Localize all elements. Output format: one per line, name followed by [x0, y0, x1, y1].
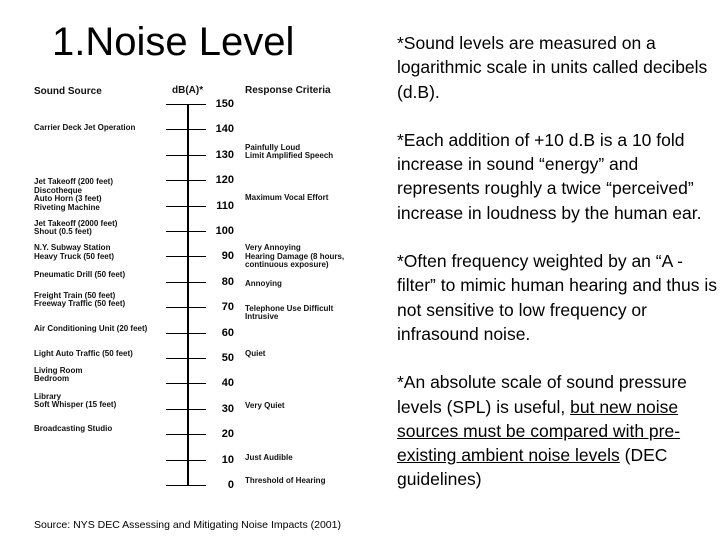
- source-label: Auto Horn (3 feet): [34, 194, 102, 203]
- source-label: Library: [34, 392, 62, 401]
- tick-label: 90: [221, 250, 234, 263]
- response-label: Intrusive: [245, 312, 279, 321]
- tick-mark: [166, 333, 206, 334]
- response-label: Maximum Vocal Effort: [245, 193, 329, 202]
- note-a-filter: *Often frequency weighted by an “A -filter” to mimic human hearing and thus is not sensitive to low frequency or infrasound noise.: [397, 251, 717, 344]
- note-absolute-scale: [397, 370, 717, 491]
- tick-mark: [166, 129, 206, 130]
- source-label: Carrier Deck Jet Operation: [34, 123, 136, 132]
- note-energy: *Each addition of +10 d.B is a 10 fold increase in sound “energy” and represents roughly a twice “perceived” increase in loudness by the human ear.: [397, 129, 702, 223]
- tick-mark: [166, 180, 206, 181]
- tick-label: 140: [215, 123, 234, 136]
- tick-mark: [166, 256, 206, 257]
- tick-label: 130: [215, 148, 234, 161]
- source-label: Light Auto Traffic (50 feet): [34, 349, 133, 358]
- note-text: (DEC guidelines): [397, 445, 668, 490]
- tick-label: 60: [221, 326, 234, 339]
- tick-label: 0: [227, 479, 234, 491]
- tick-mark: [166, 383, 206, 384]
- tick-label: 10: [221, 453, 234, 466]
- source-label: Jet Takeoff (2000 feet): [34, 219, 118, 228]
- tick-mark: [166, 307, 206, 308]
- response-label: Limit Amplified Speech: [245, 151, 334, 160]
- tick-mark: [166, 409, 206, 410]
- source-label: Shout (0.5 feet): [34, 227, 92, 236]
- response-label: Quiet: [245, 349, 266, 358]
- source-label: Freight Train (50 feet): [34, 291, 116, 300]
- header-db: dB(A)*: [172, 85, 204, 96]
- source-label: Discotheque: [34, 186, 83, 195]
- tick-mark: [166, 231, 206, 232]
- source-label: Broadcasting Studio: [34, 424, 113, 433]
- response-label: Threshold of Hearing: [245, 476, 326, 485]
- source-label: Air Conditioning Unit (20 feet): [34, 324, 148, 333]
- header-response: Response Criteria: [245, 85, 331, 96]
- response-label: Very Quiet: [245, 401, 285, 410]
- source-label: Pneumatic Drill (50 feet): [34, 270, 126, 279]
- response-label: Hearing Damage (8 hours,: [245, 252, 345, 261]
- source-label: Living Room: [34, 366, 83, 375]
- tick-mark: [166, 485, 206, 486]
- response-label: Just Audible: [245, 453, 293, 462]
- notes: [397, 31, 717, 516]
- tick-label: 30: [221, 402, 234, 415]
- source-label: N.Y. Subway Station: [34, 243, 111, 252]
- tick-mark: [166, 104, 206, 105]
- header-sound-source: Sound Source: [34, 86, 102, 97]
- source-citation: Source: NYS DEC Assessing and Mitigating Noise Impacts (2001): [34, 519, 341, 531]
- tick-label: 40: [221, 377, 234, 390]
- noise-level-figure: [0, 0, 380, 500]
- tick-label: 70: [221, 301, 234, 314]
- tick-label: 80: [221, 275, 234, 288]
- tick-label: 150: [215, 98, 234, 110]
- source-label: Freeway Traffic (50 feet): [34, 299, 126, 308]
- tick-mark: [166, 358, 206, 359]
- response-label: continuous exposure): [245, 260, 329, 269]
- tick-mark: [166, 206, 206, 207]
- db-axis: [187, 104, 189, 486]
- source-label: Jet Takeoff (200 feet): [34, 177, 113, 186]
- tick-label: 100: [215, 225, 234, 237]
- response-label: Telephone Use Difficult: [245, 304, 334, 313]
- source-label: Heavy Truck (50 feet): [34, 252, 115, 261]
- tick-label: 120: [215, 174, 234, 187]
- response-label: Annoying: [245, 279, 282, 288]
- tick-mark: [166, 155, 206, 156]
- source-label: Soft Whisper (15 feet): [34, 400, 117, 409]
- tick-label: 110: [216, 199, 234, 212]
- response-label: Very Annoying: [245, 243, 301, 252]
- note-logarithmic: *Sound levels are measured on a logarithmic scale in units called decibels (d.B).: [397, 33, 708, 102]
- source-label: Bedroom: [34, 374, 70, 383]
- tick-mark: [166, 282, 206, 283]
- tick-mark: [166, 460, 206, 461]
- tick-mark: [166, 434, 206, 435]
- response-label: Painfully Loud: [245, 143, 301, 152]
- tick-label: 20: [221, 428, 234, 441]
- source-label: Riveting Machine: [34, 203, 100, 212]
- note-text: *An absolute scale of sound pressure levels (SPL) is useful,: [397, 372, 687, 417]
- note-underlined: but new noise sources must be compared with pre-existing ambient noise levels: [397, 396, 681, 466]
- slide-title: 1.Noise Level: [52, 20, 295, 64]
- tick-label: 50: [221, 352, 234, 364]
